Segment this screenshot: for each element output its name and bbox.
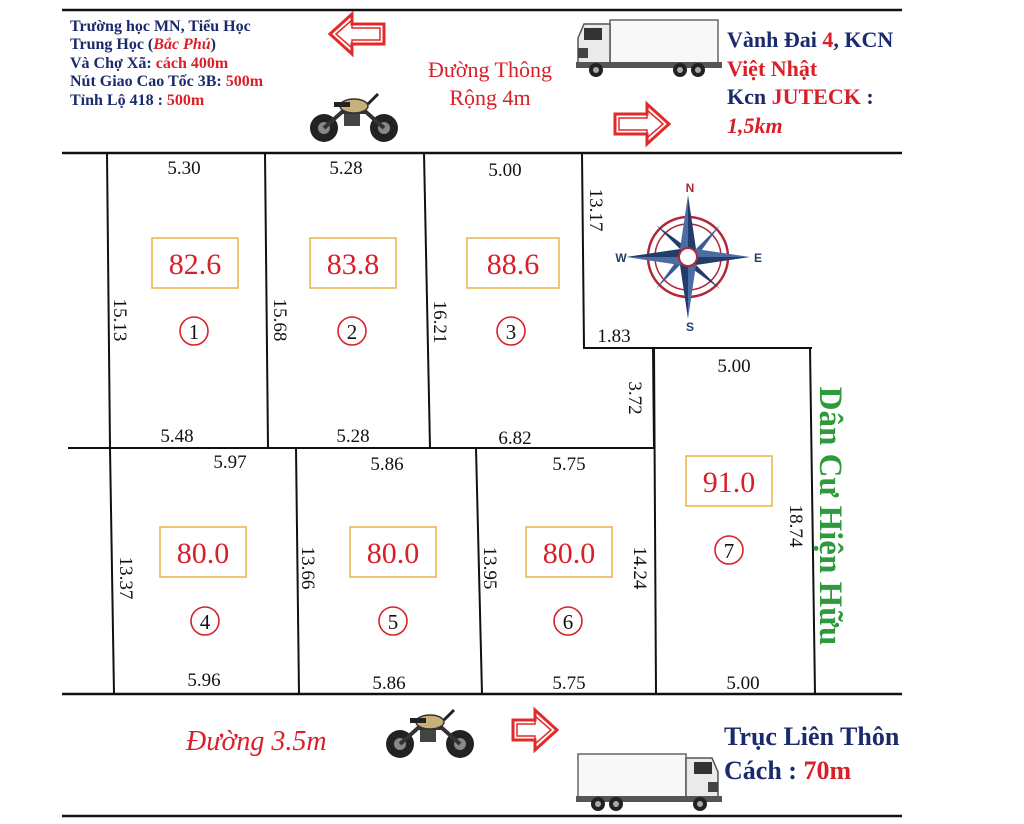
compass-n-label: N <box>685 181 695 195</box>
compass-w-label: W <box>615 251 627 265</box>
note-text: , KCN <box>833 27 894 52</box>
note-text: cách 400m <box>155 54 229 72</box>
compass-e-label: E <box>753 251 763 265</box>
note-text: : <box>860 84 874 110</box>
bottom-road-label: Đường 3.5m <box>186 726 327 757</box>
note-line <box>70 73 263 91</box>
top-road-line2: Rộng 4m <box>449 84 531 110</box>
lot-4-area: 80.0 <box>176 537 230 570</box>
dim-lot6-bottom: 5.75 <box>552 673 586 694</box>
arrow-right-icon <box>513 710 557 750</box>
note-line <box>727 26 893 55</box>
note-text: 500m <box>166 91 205 109</box>
dim-lot2-bottom: 5.28 <box>336 426 370 447</box>
lot-1-number: 1 <box>188 320 200 344</box>
motorcycle-icon <box>310 94 398 142</box>
lot-2-number: 2 <box>346 320 358 344</box>
dim-lot3-top: 5.00 <box>488 160 522 181</box>
compass-s-label: S <box>685 320 695 334</box>
lot-4-number: 4 <box>199 610 211 634</box>
top-left-note <box>70 18 263 110</box>
note-text: Và Chợ Xã: <box>70 54 156 72</box>
lot-3-number: 3 <box>505 320 517 344</box>
dim-lot3-right-upper: 13.17 <box>585 188 606 232</box>
note-text: Trường học MN, Tiểu Học <box>70 18 251 35</box>
top-right-note <box>727 26 893 140</box>
lot-5-area: 80.0 <box>366 537 420 570</box>
side-residential-label: Dân Cư Hiện Hữu <box>812 386 848 646</box>
note-text: Việt Nhật <box>727 55 818 81</box>
dim-lot3-right-lower: 3.72 <box>624 381 645 415</box>
dim-lot7-right: 18.74 <box>785 504 806 548</box>
note-text: Kcn <box>727 84 772 110</box>
note-text: Tỉnh Lộ 418 : <box>70 91 167 109</box>
lot-3-area: 88.6 <box>486 248 540 281</box>
note-line <box>724 754 899 788</box>
dim-lot5-bottom: 5.86 <box>372 673 406 694</box>
lot-5-number: 5 <box>387 610 399 634</box>
lot-lines <box>68 153 815 694</box>
truck-icon <box>576 754 722 811</box>
note-text: ) <box>210 36 216 54</box>
dim-lot6-left: 13.95 <box>479 546 500 590</box>
note-text: Bắc Phú <box>153 36 211 54</box>
dim-lot1-top: 5.30 <box>167 158 201 179</box>
note-text: Vành Đai <box>727 27 823 52</box>
top-road-label <box>408 56 572 111</box>
note-text: Trung Học ( <box>70 36 154 54</box>
dim-lot4-bottom: 5.96 <box>187 670 221 691</box>
note-text: Nút Giao Cao Tốc 3B: <box>70 73 226 91</box>
dim-lot6-right: 14.24 <box>629 546 650 590</box>
compass-rose-icon <box>626 195 750 319</box>
lot-number-circles <box>180 317 743 635</box>
dim-lot3-bottom: 6.82 <box>498 428 532 449</box>
note-line <box>727 83 893 112</box>
dim-lot3-left: 16.21 <box>429 300 450 344</box>
note-line <box>70 18 263 36</box>
note-text: Cách : <box>724 755 804 785</box>
bottom-right-note <box>724 720 899 788</box>
note-line <box>70 55 263 73</box>
note-text: 500m <box>225 73 264 91</box>
dim-lot3-notch: 1.83 <box>597 326 631 347</box>
dim-lot1-bottom: 5.48 <box>160 426 194 447</box>
arrow-left-icon <box>330 14 384 54</box>
dim-lot7-top: 5.00 <box>717 356 751 377</box>
note-text: 70m <box>803 755 852 785</box>
motorcycle-icon <box>386 710 474 758</box>
top-road-line1: Đường Thông <box>428 57 552 82</box>
dim-lot6-top: 5.75 <box>552 454 586 475</box>
lot-7-number: 7 <box>723 539 735 563</box>
dim-lot7-bottom: 5.00 <box>726 673 760 694</box>
note-line <box>70 92 263 110</box>
note-text: Trục Liên Thôn <box>724 722 900 751</box>
note-text: 4 <box>822 27 834 52</box>
dim-lot2-left: 15.68 <box>269 298 290 342</box>
lot-6-number: 6 <box>562 610 574 634</box>
arrow-right-icon <box>615 104 669 144</box>
lot-7-area: 91.0 <box>702 466 756 499</box>
note-text: 1,5km <box>727 112 783 138</box>
dim-lot5-top: 5.86 <box>370 454 404 475</box>
dim-lot5-left: 13.66 <box>297 546 318 590</box>
lot-1-area: 82.6 <box>168 248 222 281</box>
note-line <box>70 36 263 54</box>
dim-lot4-top: 5.97 <box>213 452 247 473</box>
lot-2-area: 83.8 <box>326 248 380 281</box>
truck-icon <box>576 20 722 77</box>
dim-lot4-left: 13.37 <box>115 556 136 600</box>
dim-lot1-left: 15.13 <box>109 298 130 342</box>
note-text: JUTECK <box>771 84 861 110</box>
dim-lot2-top: 5.28 <box>329 158 363 179</box>
lot-6-area: 80.0 <box>542 537 596 570</box>
